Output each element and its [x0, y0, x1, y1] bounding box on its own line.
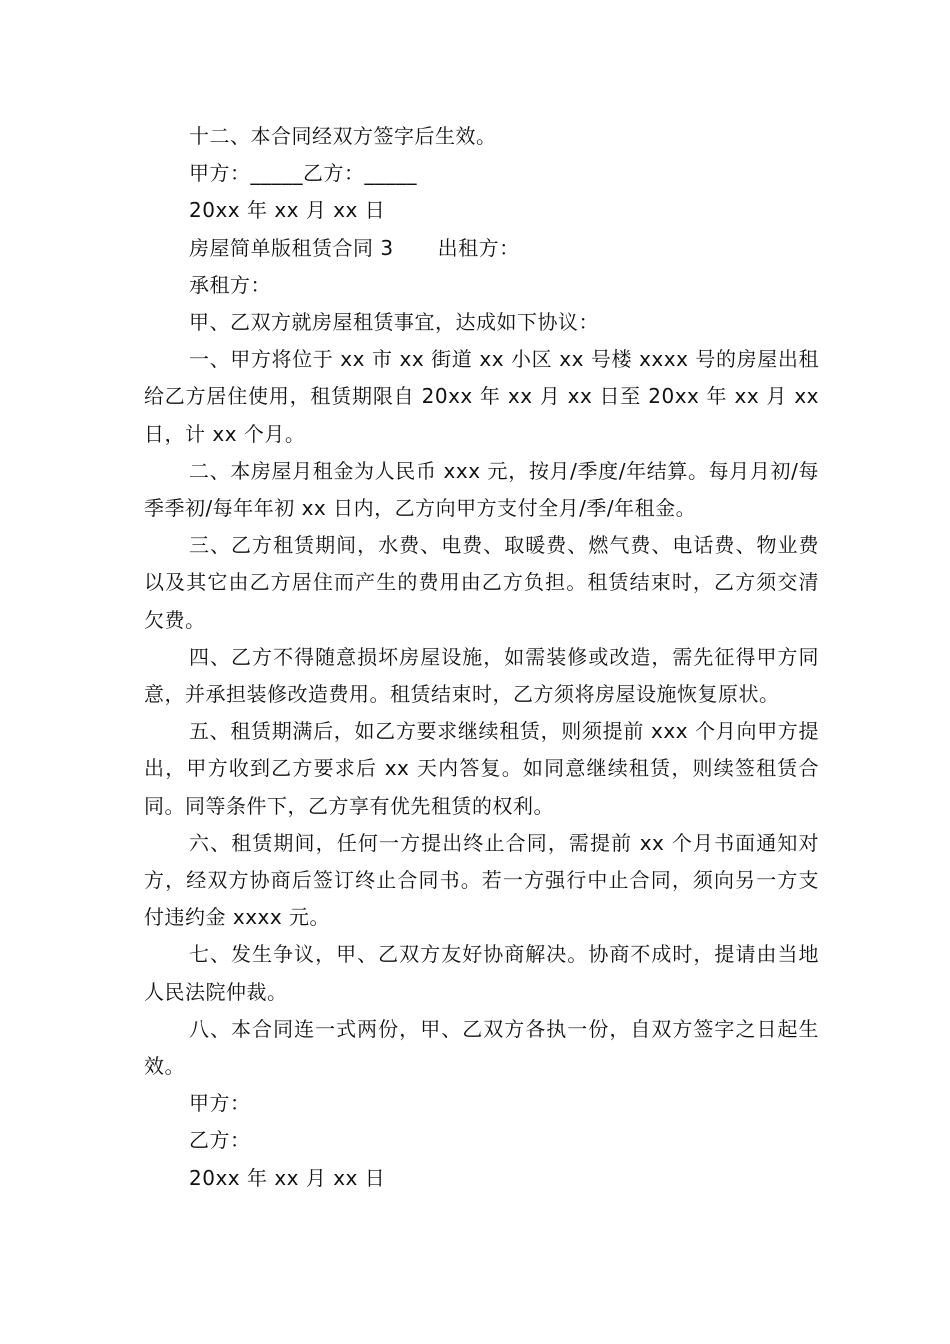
clause-12: 十二、本合同经双方签字后生效。 — [189, 124, 497, 148]
clause-1: 一、甲方将位于 xx 市 xx 街道 xx 小区 xx 号楼 xxxx 号的房屋出租给乙方居住使用，租赁期限自 20xx 年 xx 月 xx 日至 20xx 年 xx 月 xx 日，计 xx 个月。 — [144, 347, 819, 446]
party-b-signature: 乙方： — [189, 1128, 251, 1153]
lessor-label: 出租方： — [437, 235, 520, 260]
clause-3: 三、乙方租赁期间，水费、电费、取暖费、燃气费、电话费、物业费以及其它由乙方居住而产生的费用由乙方负担。租赁结束时，乙方须交清欠费。 — [144, 533, 819, 632]
clause-4: 四、乙方不得随意损坏房屋设施，如需装修或改造，需先征得甲方同意，并承担装修改造费用。租赁结束时，乙方须将房屋设施恢复原状。 — [144, 644, 819, 707]
document-body — [144, 118, 819, 1197]
party-a-signature: 甲方： — [189, 1091, 251, 1116]
date-line: 20xx 年 xx 月 xx 日 — [189, 198, 386, 223]
clause-7: 七、发生争议，甲、乙双方友好协商解决。协商不成时，提请由当地人民法院仲裁。 — [144, 942, 819, 1004]
clause-5: 五、租赁期满后，如乙方要求继续租赁，则须提前 xxx 个月向甲方提出，甲方收到乙方要求后 xx 天内答复。如同意继续租赁，则续签租赁合同。同等条件下，乙方享有优先租赁的权利。 — [144, 719, 819, 818]
clause-8: 八、本合同连一式两份，甲、乙双方各执一份，自双方签字之日起生效。 — [144, 1016, 819, 1079]
closing-date: 20xx 年 xx 月 xx 日 — [189, 1165, 386, 1190]
contract-title-line — [144, 230, 819, 267]
clause-6: 六、租赁期间，任何一方提出终止合同，需提前 xx 个月书面通知对方，经双方协商后签订终止合同书。若一方强行中止合同，须向另一方支付违约金 xxxx 元。 — [144, 830, 819, 930]
clause-2: 二、本房屋月租金为人民币 xxx 元，按月/季度/年结算。每月月初/每季季初/每年年初 xx 日内，乙方向甲方支付全月/季/年租金。 — [144, 458, 819, 521]
lessee-label: 承租方： — [189, 272, 271, 297]
signature-line: 甲方：_____乙方：_____ — [189, 161, 417, 186]
contract-title: 房屋简单版租赁合同 3 — [189, 235, 394, 260]
agreement-intro: 甲、乙双方就房屋租赁事宜，达成如下协议： — [189, 310, 599, 335]
